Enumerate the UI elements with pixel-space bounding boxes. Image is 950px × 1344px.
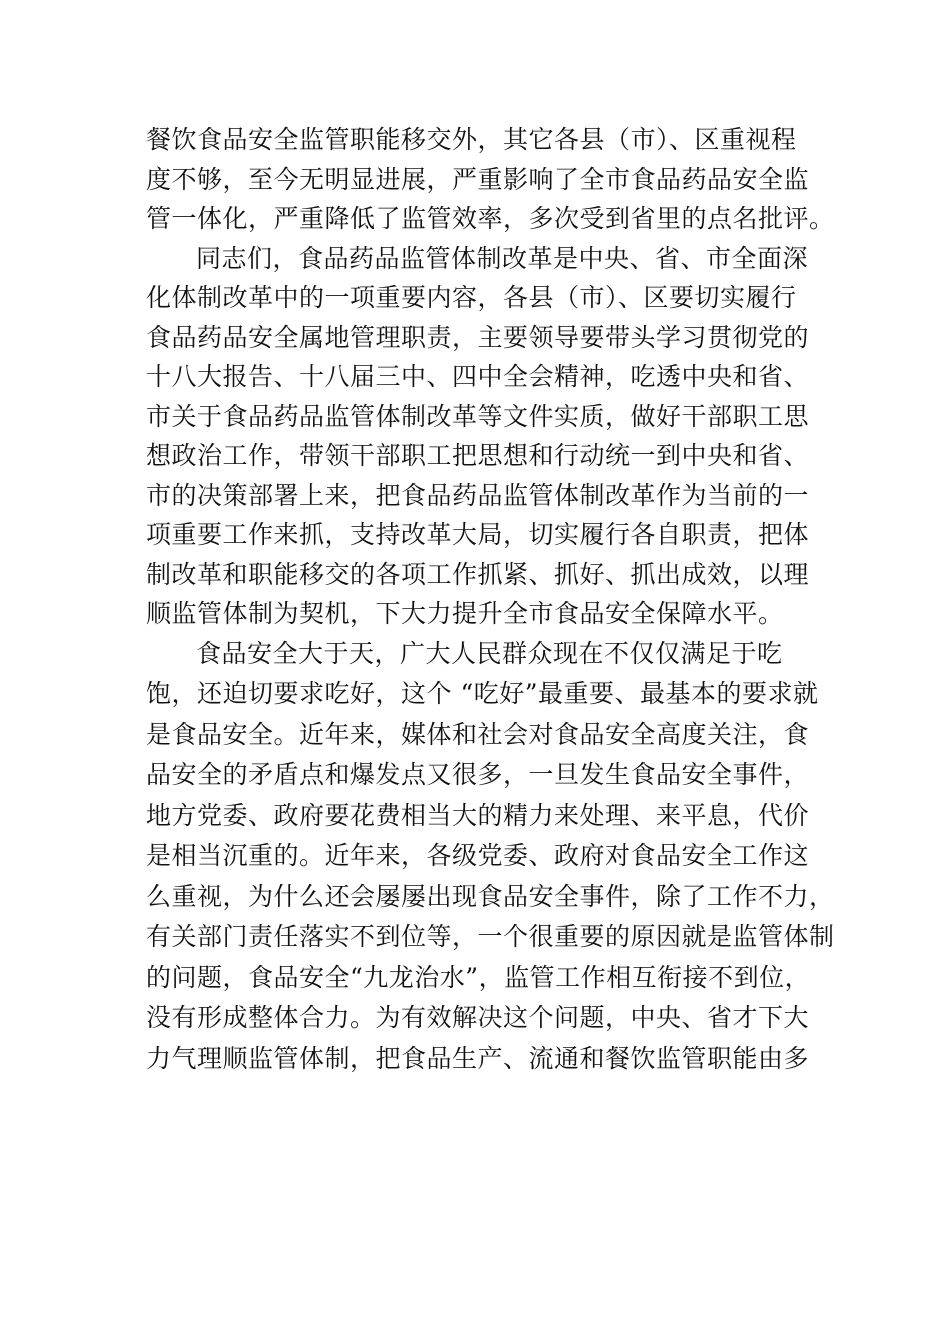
- text-line: 饱，还迫切要求吃好，这个 “吃好”最重要、最基本的要求就: [146, 679, 819, 708]
- text-line: 是相当沉重的。近年来，各级党委、政府对食品安全工作这: [146, 841, 810, 870]
- text-line: 力气理顺监管体制，把食品生产、流通和餐饮监管职能由多: [146, 1043, 810, 1073]
- text-line: 想政治工作，带领干部职工把思想和行动统一到中央和省、: [146, 441, 810, 470]
- text-line: 没有形成整体合力。为有效解决这个问题，中央、省才下大: [146, 1003, 810, 1032]
- text-line: 同志们，食品药品监管体制改革是中央、省、市全面深: [196, 243, 809, 273]
- text-line: 品安全的矛盾点和爆发点又很多，一旦发生食品安全事件，: [146, 760, 810, 789]
- text-line: 食品药品安全属地管理职责，主要领导要带头学习贯彻党的: [146, 322, 810, 352]
- text-line: 食品安全大于天，广大人民群众现在不仅仅满足于吃: [196, 638, 783, 668]
- body-text: [146, 120, 835, 1079]
- text-line: 管一体化，严重降低了监管效率，多次受到省里的点名批评。: [146, 204, 835, 233]
- paragraph-1: [146, 120, 835, 239]
- text-line: 顺监管体制为契机，下大力提升全市食品安全保障水平。: [146, 599, 784, 628]
- text-line: 十八大报告、十八届三中、四中全会精神，吃透中央和省、: [146, 362, 810, 391]
- text-line: 市的决策部署上来，把食品药品监管体制改革作为当前的一: [146, 480, 810, 510]
- text-line: 化体制改革中的一项重要内容，各县（市）、区要切实履行: [146, 283, 797, 312]
- text-line: 市关于食品药品监管体制改革等文件实质，做好干部职工思: [146, 401, 810, 431]
- text-line: 么重视，为什么还会屡屡出现食品安全事件，除了工作不力，: [146, 881, 835, 911]
- text-line: 的问题，食品安全“九龙治水”，监管工作相互衔接不到位，: [146, 962, 811, 992]
- text-line: 制改革和职能移交的各项工作抓紧、抓好、抓出成效，以理: [146, 559, 810, 589]
- paragraph-3: [146, 634, 835, 1080]
- text-line: 有关部门责任落实不到位等，一个很重要的原因就是监管体制: [146, 922, 835, 951]
- text-line: 地方党委、政府要花费相当大的精力来处理、来平息，代价: [146, 800, 810, 830]
- paragraph-2: [146, 239, 811, 634]
- text-line: 餐饮食品安全监管职能移交外，其它各县（市）、区重视程: [146, 125, 797, 154]
- text-line: 度不够，至今无明显进展，严重影响了全市食品药品安全监: [146, 164, 810, 194]
- text-line: 项重要工作来抓，支持改革大局，切实履行各自职责，把体: [146, 520, 810, 549]
- text-line: 是食品安全。近年来，媒体和社会对食品安全高度关注，食: [146, 719, 810, 749]
